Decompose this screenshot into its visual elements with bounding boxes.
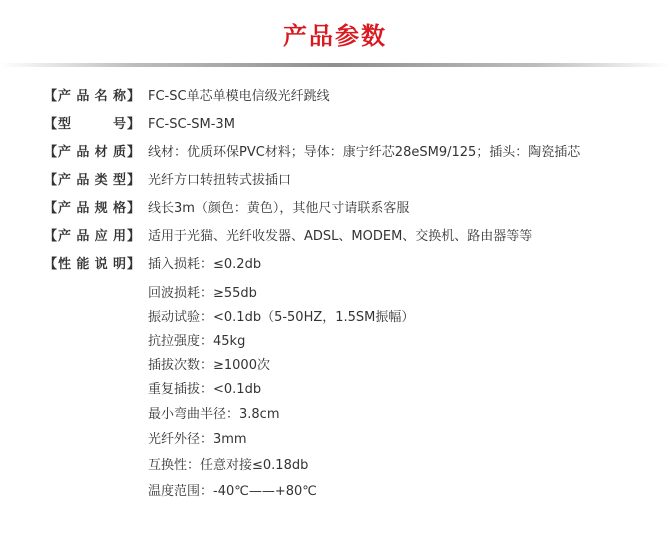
spec-value: FC-SC-SM-3M — [148, 117, 235, 132]
spec-label-text: 性能说明 — [58, 257, 126, 272]
spec-value: 线长3m（颜色：黄色），其他尺寸请联系客服 — [148, 201, 410, 216]
spec-label-text: 产品类型 — [58, 173, 126, 188]
bracket-left: 【 — [44, 257, 58, 272]
bracket-left: 【 — [44, 173, 58, 188]
performance-item: 回波损耗：≥55db — [148, 286, 257, 301]
performance-item: 抗拉强度：45kg — [148, 334, 246, 349]
performance-item: 振动试验：<0.1db（5-50HZ，1.5SM振幅） — [148, 310, 415, 325]
bracket-right: 】 — [126, 257, 140, 272]
spec-value: 适用于光猫、光纤收发器、ADSL、MODEM、交换机、路由器等等 — [148, 229, 533, 244]
spec-value: FC-SC单芯单模电信级光纤跳线 — [148, 89, 330, 104]
spec-value: 线材：优质环保PVC材料；导体：康宁纤芯28eSM9/125；插头：陶瓷插芯 — [148, 145, 581, 160]
bracket-left: 【 — [44, 89, 58, 104]
bracket-right: 】 — [126, 145, 140, 160]
page-title: 产品参数 — [283, 22, 387, 50]
spec-label-text: 产品规格 — [58, 201, 126, 216]
performance-item: 重复插拔：<0.1db — [148, 382, 262, 397]
spec-label-text: 产品应用 — [58, 229, 126, 244]
bracket-right: 】 — [126, 173, 140, 188]
spec-label-text: 产品材质 — [58, 145, 126, 160]
performance-item: 光纤外径：3mm — [148, 432, 247, 447]
bracket-left: 【 — [44, 229, 58, 244]
spec-label-text: 产品名称 — [58, 89, 126, 104]
title-divider — [0, 63, 670, 67]
performance-item: 互换性：任意对接≤0.18db — [148, 458, 309, 473]
performance-item: 温度范围：-40℃——+80℃ — [148, 484, 317, 499]
bracket-left: 【 — [44, 117, 58, 132]
bracket-right: 】 — [126, 89, 140, 104]
spec-value: 光纤方口转扭转式拔插口 — [148, 173, 292, 188]
bracket-right: 】 — [126, 229, 140, 244]
spec-value: 插入损耗：≤0.2db — [148, 257, 262, 272]
bracket-left: 【 — [44, 145, 58, 160]
performance-item: 最小弯曲半径：3.8cm — [148, 407, 280, 422]
performance-item: 插拔次数：≥1000次 — [148, 358, 270, 373]
bracket-right: 】 — [126, 117, 140, 132]
bracket-left: 【 — [44, 201, 58, 216]
bracket-right: 】 — [126, 201, 140, 216]
spec-label-text: 型号 — [58, 117, 126, 132]
